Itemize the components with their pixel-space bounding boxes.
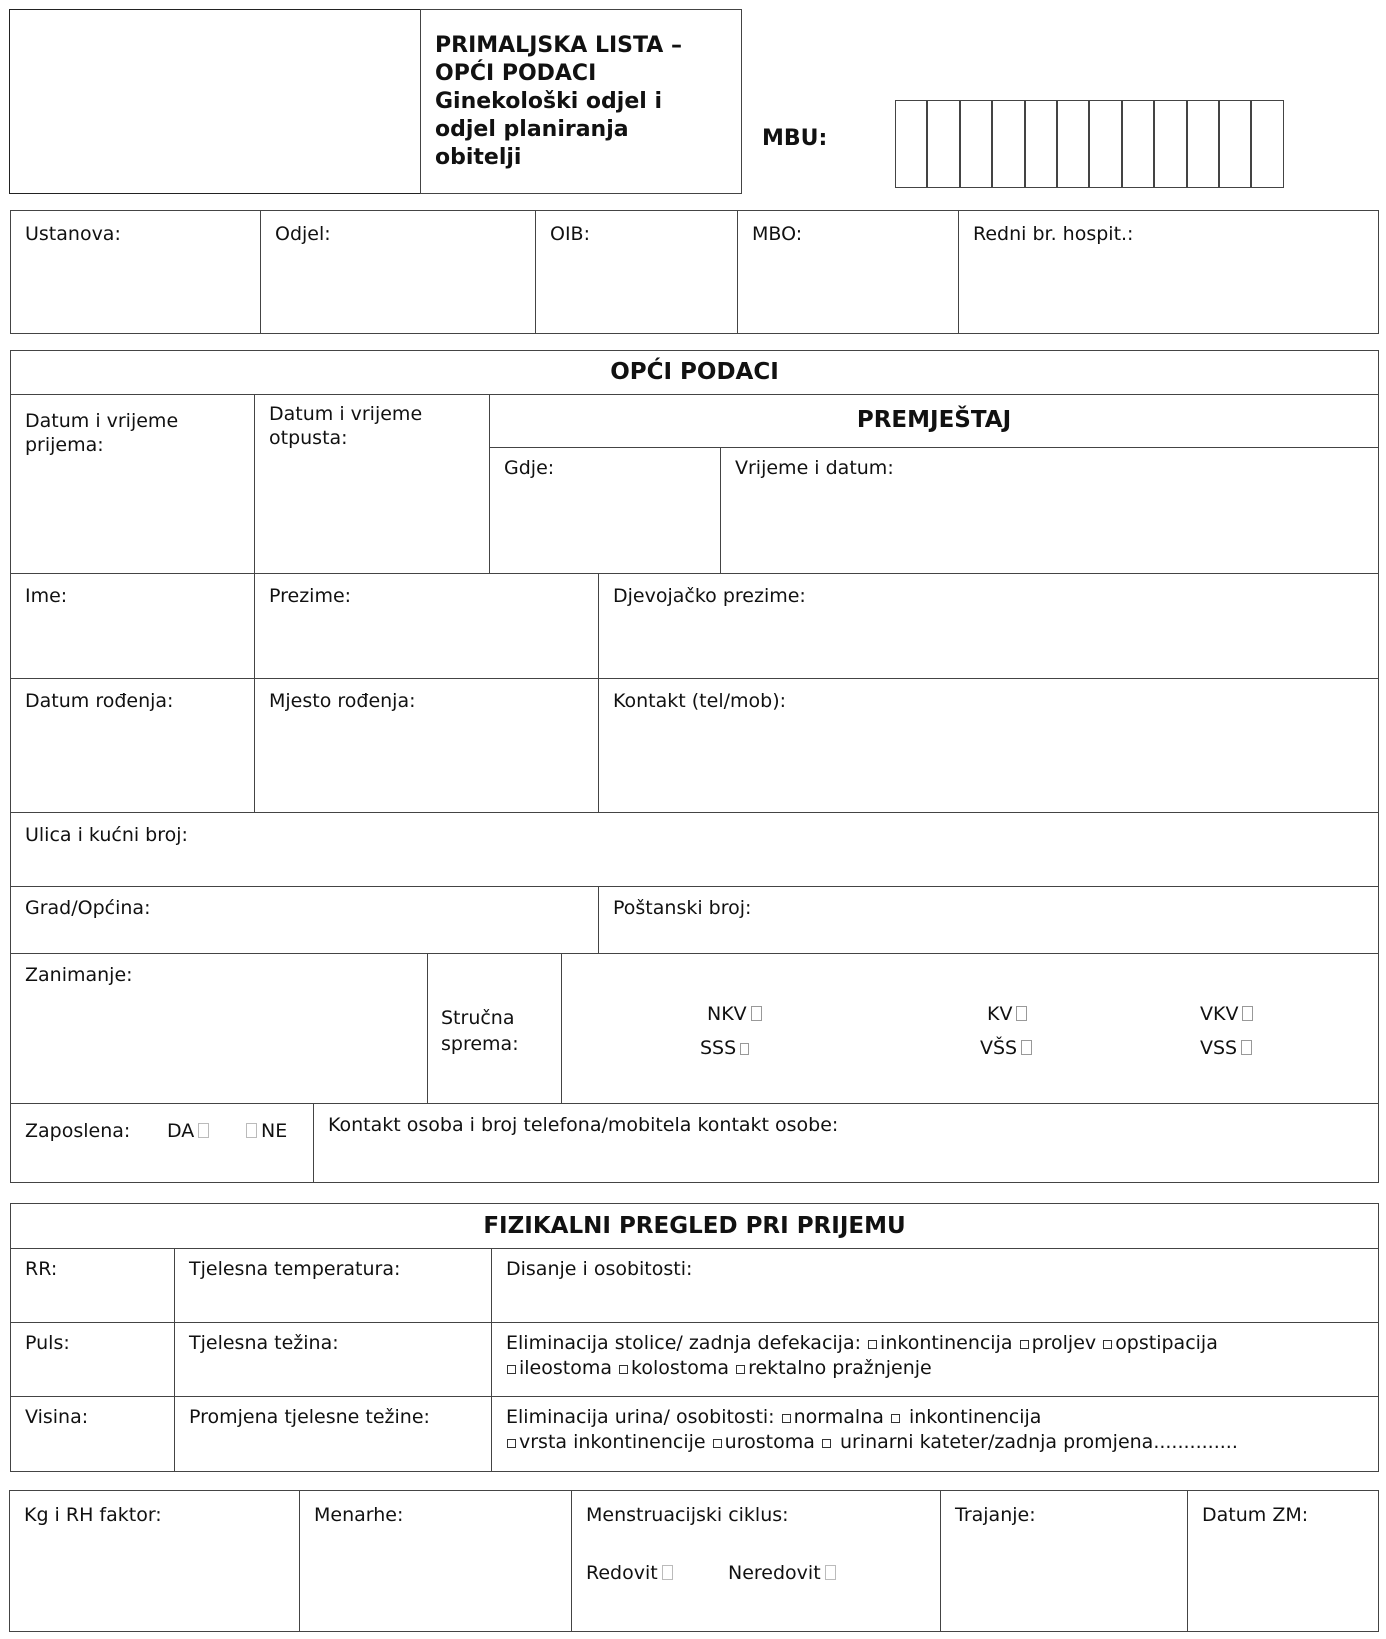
checkbox[interactable] <box>782 1414 791 1423</box>
fizikalni-heading: FIZIKALNI PREGLED PRI PRIJEMU <box>483 1213 906 1239</box>
ustanova-label: Ustanova: <box>25 223 121 245</box>
option-label: rektalno pražnjenje <box>748 1357 932 1379</box>
option-label: SSS <box>700 1037 737 1059</box>
option-label: proljev <box>1031 1332 1097 1354</box>
djevojacko-prezime-label: Djevojačko prezime: <box>613 585 806 607</box>
checkbox[interactable] <box>1242 1006 1253 1021</box>
mbu-digit-box[interactable] <box>1122 100 1154 188</box>
option-normalna[interactable] <box>781 1406 884 1428</box>
option-nkv[interactable] <box>707 1002 766 1026</box>
urin-field <box>491 1396 1379 1472</box>
option-vrsta-inkontinencije[interactable] <box>506 1431 706 1453</box>
form-title-box <box>420 9 742 194</box>
kontakt-label: Kontakt (tel/mob): <box>613 690 787 712</box>
option-rektalno[interactable] <box>735 1357 932 1379</box>
stolica-line-2 <box>506 1356 1218 1381</box>
checkbox[interactable] <box>662 1565 673 1580</box>
option-vss-higher[interactable] <box>980 1036 1036 1060</box>
checkbox[interactable] <box>1241 1040 1252 1055</box>
option-urin-inkontinencija[interactable] <box>890 1406 1042 1428</box>
promjena-tezine-label: Promjena tjelesne težine: <box>189 1406 430 1428</box>
datum-zm-label: Datum ZM: <box>1202 1504 1309 1526</box>
checkbox[interactable] <box>751 1006 762 1021</box>
urin-line-2 <box>506 1430 1238 1455</box>
option-label: VŠS <box>980 1037 1018 1059</box>
fizikalni-heading-cell <box>10 1203 1379 1249</box>
checkbox[interactable] <box>868 1340 877 1349</box>
promjena-tezine-field[interactable] <box>174 1396 492 1472</box>
option-sss[interactable] <box>700 1036 753 1060</box>
datum-prijema-field[interactable] <box>10 394 255 574</box>
checkbox[interactable] <box>507 1439 516 1448</box>
temperatura-field[interactable] <box>174 1248 492 1323</box>
option-neredovit[interactable] <box>728 1561 840 1585</box>
trajanje-field[interactable] <box>940 1490 1188 1632</box>
ciklus-label: Menstruacijski ciklus: <box>586 1504 789 1526</box>
mbu-digit-box[interactable] <box>1089 100 1121 188</box>
prezime-label: Prezime: <box>269 585 352 607</box>
postanski-broj-label: Poštanski broj: <box>613 897 752 919</box>
mbu-digit-box[interactable] <box>960 100 992 188</box>
opci-podaci-heading: OPĆI PODACI <box>610 359 779 385</box>
grad-label: Grad/Općina: <box>25 897 151 919</box>
ime-label: Ime: <box>25 585 68 607</box>
title-line: OPĆI PODACI <box>435 61 597 86</box>
datum-otpusta-label <box>269 402 422 450</box>
kg-rh-label: Kg i RH faktor: <box>24 1504 162 1526</box>
visina-label: Visina: <box>25 1406 89 1428</box>
option-label: urostoma <box>724 1431 815 1453</box>
checkbox[interactable] <box>825 1565 836 1580</box>
mbu-digit-box[interactable] <box>1187 100 1219 188</box>
mbu-label: MBU: <box>762 126 828 151</box>
puls-field[interactable] <box>10 1322 175 1397</box>
strucna-sprema-label-cell <box>427 953 562 1104</box>
grad-field[interactable] <box>10 886 599 954</box>
form-title <box>435 32 682 172</box>
checkbox[interactable] <box>507 1365 516 1374</box>
option-label: NKV <box>707 1003 747 1025</box>
mbu-digit-box[interactable] <box>992 100 1024 188</box>
tezina-field[interactable] <box>174 1322 492 1397</box>
puls-label: Puls: <box>25 1332 70 1354</box>
mbu-digit-box[interactable] <box>1057 100 1089 188</box>
disanje-label: Disanje i osobitosti: <box>506 1258 693 1280</box>
label-line: prijema: <box>25 434 104 456</box>
option-ne[interactable] <box>242 1119 287 1143</box>
option-inkontinencija[interactable] <box>867 1332 1012 1354</box>
option-urostoma[interactable] <box>712 1431 815 1453</box>
ime-field[interactable] <box>10 573 255 679</box>
oib-label: OIB: <box>550 223 590 245</box>
redni-br-label: Redni br. hospit.: <box>973 223 1134 245</box>
disanje-field[interactable] <box>491 1248 1379 1323</box>
zaposlena-field <box>10 1103 314 1183</box>
premjestaj-heading-cell <box>489 394 1379 448</box>
tezina-label: Tjelesna težina: <box>189 1332 339 1354</box>
checkbox[interactable] <box>822 1439 831 1448</box>
datum-rodenja-field[interactable] <box>10 678 255 813</box>
checkbox[interactable] <box>198 1123 209 1138</box>
zaposlena-label: Zaposlena: <box>25 1120 131 1142</box>
title-line: obitelji <box>435 145 522 170</box>
title-line: Ginekološki odjel i <box>435 89 662 114</box>
urin-content <box>506 1405 1238 1455</box>
ulica-field[interactable] <box>10 812 1379 887</box>
mjesto-rodenja-field[interactable] <box>254 678 599 813</box>
checkbox[interactable] <box>1020 1340 1029 1349</box>
option-label: Neredovit <box>728 1562 821 1584</box>
option-redovit[interactable] <box>586 1561 677 1585</box>
option-label: inkontinencija <box>880 1332 1013 1354</box>
ustanova-field[interactable] <box>10 210 261 334</box>
urin-label: Eliminacija urina/ osobitosti: <box>506 1406 775 1428</box>
option-label: inkontinencija <box>908 1406 1042 1428</box>
datum-otpusta-field[interactable] <box>254 394 490 574</box>
option-opstipacija[interactable] <box>1102 1332 1218 1354</box>
datum-prijema-label <box>25 409 178 457</box>
checkbox[interactable] <box>1016 1006 1027 1021</box>
option-da[interactable] <box>167 1119 213 1143</box>
checkbox[interactable] <box>1021 1040 1032 1055</box>
menarhe-label: Menarhe: <box>314 1504 404 1526</box>
vrijeme-datum-label: Vrijeme i datum: <box>735 457 894 479</box>
stolica-label: Eliminacija stolice/ zadnja defekacija: <box>506 1332 861 1354</box>
kg-rh-field[interactable] <box>9 1490 300 1632</box>
mjesto-rodenja-label: Mjesto rođenja: <box>269 690 416 712</box>
checkbox[interactable] <box>891 1414 900 1423</box>
label-line: Stručna <box>441 1007 515 1029</box>
odjel-field[interactable] <box>260 210 536 334</box>
title-line: odjel planiranja <box>435 117 629 142</box>
option-proljev[interactable] <box>1019 1332 1097 1354</box>
mbu-digit-box[interactable] <box>895 100 927 188</box>
option-label: vrsta inkontinencije <box>519 1431 706 1453</box>
option-label: KV <box>987 1003 1013 1025</box>
djevojacko-prezime-field[interactable] <box>598 573 1379 679</box>
postanski-broj-field[interactable] <box>598 886 1379 954</box>
mbu-digit-box[interactable] <box>927 100 959 188</box>
option-label: NE <box>261 1120 288 1142</box>
checkbox[interactable] <box>740 1043 749 1055</box>
option-label: DA <box>167 1120 195 1142</box>
mbu-digit-box[interactable] <box>1251 100 1283 188</box>
option-urinarni-kateter[interactable] <box>821 1431 1238 1453</box>
option-label: normalna <box>793 1406 884 1428</box>
urin-line-1 <box>506 1405 1238 1430</box>
checkbox[interactable] <box>246 1123 257 1138</box>
checkbox[interactable] <box>619 1365 628 1374</box>
option-label: opstipacija <box>1115 1332 1218 1354</box>
option-label: VKV <box>1200 1003 1239 1025</box>
rr-label: RR: <box>25 1258 58 1280</box>
prezime-field[interactable] <box>254 573 599 679</box>
premjestaj-gdje-field[interactable] <box>489 447 721 574</box>
option-vkv[interactable] <box>1200 1002 1257 1026</box>
stolica-content <box>506 1331 1218 1381</box>
title-line: PRIMALJSKA LISTA – <box>435 33 682 58</box>
gdje-label: Gdje: <box>504 457 555 479</box>
checkbox[interactable] <box>713 1439 722 1448</box>
kontakt-osoba-label: Kontakt osoba i broj telefona/mobitela kontakt osobe: <box>328 1114 839 1136</box>
visina-field[interactable] <box>10 1396 175 1472</box>
option-label: Redovit <box>586 1562 658 1584</box>
option-vss[interactable] <box>1200 1036 1256 1060</box>
kontakt-osoba-field[interactable] <box>313 1103 1379 1183</box>
oib-field[interactable] <box>535 210 738 334</box>
mbu-digit-box[interactable] <box>1154 100 1186 188</box>
zanimanje-field[interactable] <box>10 953 428 1104</box>
option-label: ileostoma <box>519 1357 612 1379</box>
ulica-label: Ulica i kućni broj: <box>25 824 188 846</box>
mbu-digit-box[interactable] <box>1219 100 1251 188</box>
option-label: kolostoma <box>631 1357 730 1379</box>
premjestaj-vrijeme-field[interactable] <box>720 447 1379 574</box>
menstruacijski-ciklus-field <box>571 1490 941 1632</box>
premjestaj-heading: PREMJEŠTAJ <box>856 407 1012 433</box>
opci-podaci-heading-cell <box>10 350 1379 395</box>
rr-field[interactable] <box>10 1248 175 1323</box>
strucna-sprema-options <box>561 953 1379 1104</box>
trajanje-label: Trajanje: <box>955 1504 1036 1526</box>
zanimanje-label: Zanimanje: <box>25 964 133 986</box>
label-line: Datum i vrijeme <box>269 403 423 425</box>
datum-zm-field[interactable] <box>1187 1490 1379 1632</box>
label-line: Datum i vrijeme <box>25 410 179 432</box>
redni-br-field[interactable] <box>958 210 1379 334</box>
label-line: sprema: <box>441 1033 519 1055</box>
option-label: VSS <box>1200 1037 1238 1059</box>
checkbox[interactable] <box>736 1365 745 1374</box>
mbo-field[interactable] <box>737 210 959 334</box>
checkbox[interactable] <box>1103 1340 1112 1349</box>
mbu-digit-box[interactable] <box>1025 100 1057 188</box>
option-label: urinarni kateter/zadnja promjena.............. <box>839 1431 1238 1453</box>
option-ileostoma[interactable] <box>506 1357 612 1379</box>
menarhe-field[interactable] <box>299 1490 572 1632</box>
mbo-label: MBO: <box>752 223 803 245</box>
option-kv[interactable] <box>987 1002 1031 1026</box>
temperatura-label: Tjelesna temperatura: <box>189 1258 401 1280</box>
odjel-label: Odjel: <box>275 223 331 245</box>
stolica-field <box>491 1322 1379 1397</box>
stolica-line-1 <box>506 1331 1218 1356</box>
logo-area <box>9 9 421 194</box>
label-line: otpusta: <box>269 427 348 449</box>
strucna-sprema-label <box>441 1005 519 1057</box>
kontakt-field[interactable] <box>598 678 1379 813</box>
datum-rodenja-label: Datum rođenja: <box>25 690 174 712</box>
option-kolostoma[interactable] <box>618 1357 729 1379</box>
